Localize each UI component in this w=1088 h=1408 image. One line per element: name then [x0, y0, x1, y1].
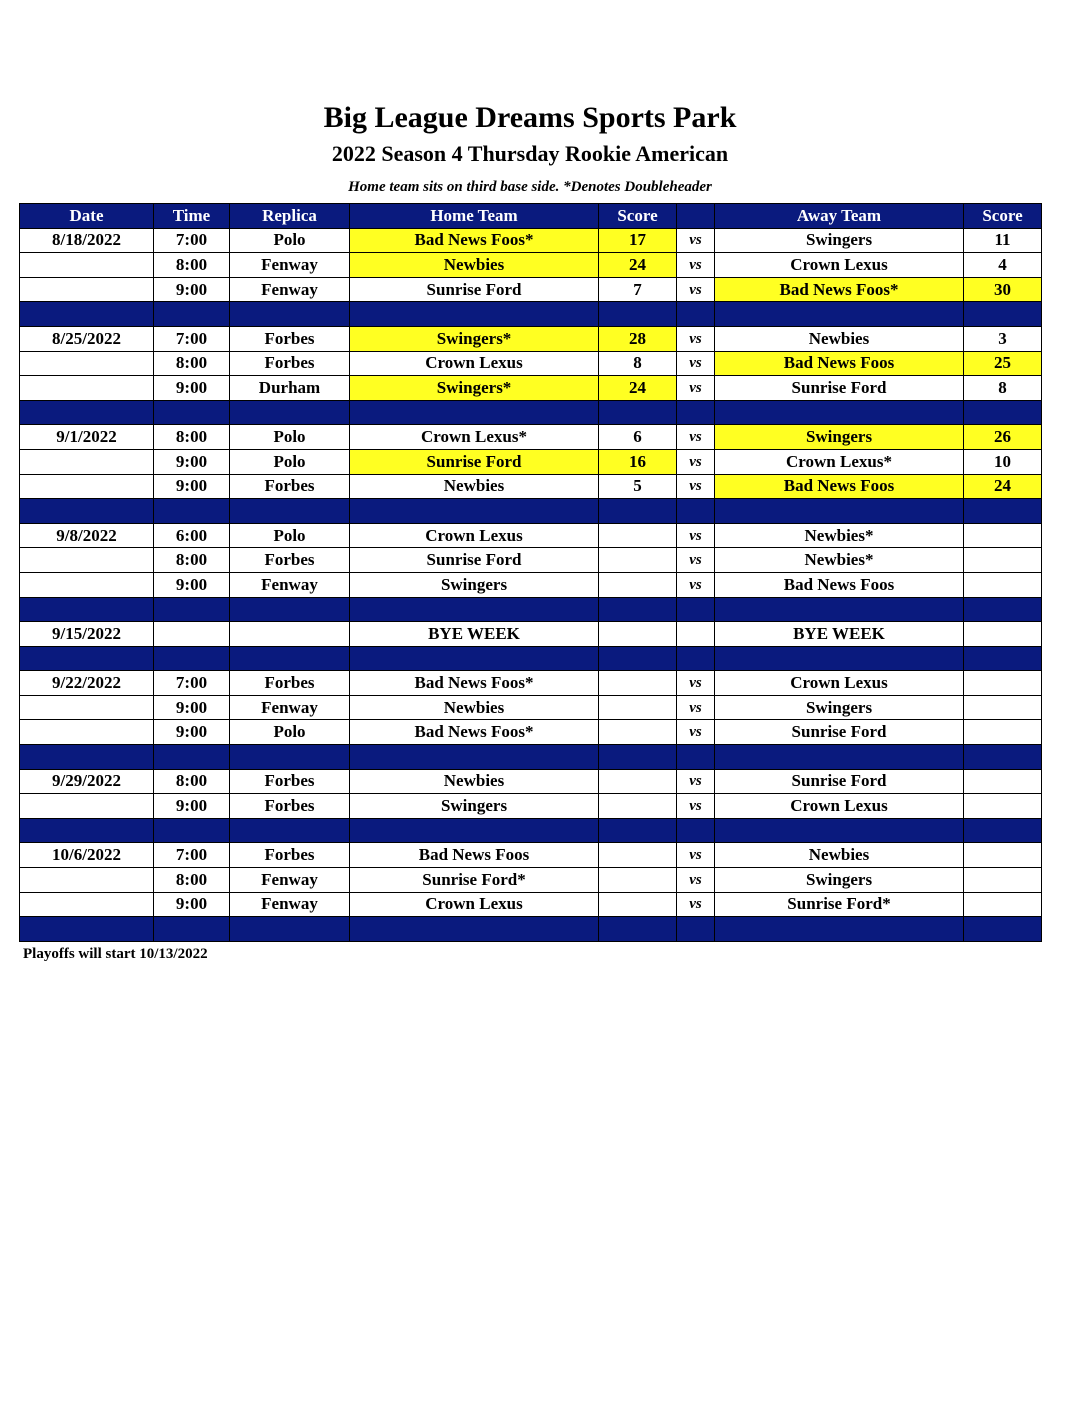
date-cell [20, 892, 154, 917]
game-row [20, 720, 1042, 745]
away-team-cell: Sunrise Ford* [715, 892, 964, 917]
away-team-cell: Sunrise Ford [715, 769, 964, 794]
home-team-cell: Swingers* [350, 376, 599, 401]
separator-cell [677, 745, 715, 770]
game-row [20, 523, 1042, 548]
date-cell: 9/8/2022 [20, 523, 154, 548]
vs-cell: vs [677, 351, 715, 376]
separator-cell [599, 818, 677, 843]
separator-cell [350, 818, 599, 843]
home-team-cell: Sunrise Ford* [350, 868, 599, 893]
separator-cell [599, 400, 677, 425]
home-team-cell: Bad News Foos [350, 843, 599, 868]
home-score-cell [599, 720, 677, 745]
away-team-cell: Sunrise Ford [715, 720, 964, 745]
time-cell: 9:00 [154, 449, 230, 474]
week-separator-row [20, 646, 1042, 671]
home-team-cell: Newbies [350, 769, 599, 794]
away-team-cell: Bad News Foos* [715, 277, 964, 302]
home-score-cell: 28 [599, 326, 677, 351]
home-score-cell: 24 [599, 376, 677, 401]
away-score-cell [964, 695, 1042, 720]
away-score-cell: 26 [964, 425, 1042, 450]
vs-cell: vs [677, 548, 715, 573]
separator-cell [20, 302, 154, 327]
time-cell: 8:00 [154, 351, 230, 376]
time-cell: 9:00 [154, 720, 230, 745]
separator-cell [964, 646, 1042, 671]
date-cell: 8/18/2022 [20, 228, 154, 253]
separator-cell [599, 646, 677, 671]
away-score-cell: 4 [964, 253, 1042, 278]
separator-cell [350, 302, 599, 327]
date-cell [20, 474, 154, 499]
replica-cell: Polo [230, 425, 350, 450]
time-cell: 7:00 [154, 326, 230, 351]
away-team-cell: Crown Lexus [715, 253, 964, 278]
date-cell [20, 351, 154, 376]
home-team-cell: Sunrise Ford [350, 548, 599, 573]
schedule-table [19, 203, 1042, 942]
home-team-cell: BYE WEEK [350, 622, 599, 647]
separator-cell [230, 917, 350, 942]
home-team-cell: Crown Lexus [350, 892, 599, 917]
time-cell: 9:00 [154, 572, 230, 597]
away-team-cell: Swingers [715, 425, 964, 450]
separator-cell [964, 499, 1042, 524]
game-row [20, 277, 1042, 302]
home-score-cell [599, 843, 677, 868]
separator-cell [20, 499, 154, 524]
away-team-cell: BYE WEEK [715, 622, 964, 647]
time-cell: 8:00 [154, 425, 230, 450]
game-row [20, 449, 1042, 474]
separator-cell [350, 499, 599, 524]
replica-cell: Forbes [230, 794, 350, 819]
time-cell: 7:00 [154, 671, 230, 696]
week-separator-row [20, 917, 1042, 942]
away-score-cell: 10 [964, 449, 1042, 474]
date-cell: 9/22/2022 [20, 671, 154, 696]
separator-cell [350, 745, 599, 770]
separator-cell [154, 597, 230, 622]
game-row [20, 769, 1042, 794]
away-score-cell [964, 794, 1042, 819]
vs-cell: vs [677, 474, 715, 499]
time-cell: 9:00 [154, 474, 230, 499]
date-cell: 9/1/2022 [20, 425, 154, 450]
separator-cell [677, 400, 715, 425]
game-row [20, 253, 1042, 278]
date-cell [20, 572, 154, 597]
vs-cell: vs [677, 695, 715, 720]
vs-cell: vs [677, 769, 715, 794]
separator-cell [20, 818, 154, 843]
date-cell [20, 376, 154, 401]
separator-cell [964, 917, 1042, 942]
away-score-cell: 8 [964, 376, 1042, 401]
separator-cell [230, 818, 350, 843]
away-team-cell: Bad News Foos [715, 572, 964, 597]
away-score-cell: 30 [964, 277, 1042, 302]
away-team-cell: Bad News Foos [715, 351, 964, 376]
header-date: Date [20, 204, 154, 229]
away-score-cell: 25 [964, 351, 1042, 376]
separator-cell [230, 302, 350, 327]
home-score-cell [599, 548, 677, 573]
away-score-cell [964, 769, 1042, 794]
separator-cell [20, 917, 154, 942]
week-separator-row [20, 499, 1042, 524]
separator-cell [230, 400, 350, 425]
date-cell [20, 695, 154, 720]
home-team-cell: Crown Lexus* [350, 425, 599, 450]
date-cell [20, 794, 154, 819]
separator-cell [350, 400, 599, 425]
vs-cell [677, 622, 715, 647]
separator-cell [715, 646, 964, 671]
home-team-cell: Crown Lexus [350, 351, 599, 376]
vs-cell: vs [677, 892, 715, 917]
schedule-body [20, 228, 1042, 941]
game-row [20, 548, 1042, 573]
date-cell [20, 548, 154, 573]
header-replica: Replica [230, 204, 350, 229]
home-team-cell: Swingers* [350, 326, 599, 351]
separator-cell [350, 917, 599, 942]
time-cell: 8:00 [154, 253, 230, 278]
home-score-cell [599, 622, 677, 647]
away-score-cell [964, 868, 1042, 893]
game-row [20, 474, 1042, 499]
separator-cell [677, 302, 715, 327]
game-row [20, 228, 1042, 253]
away-team-cell: Crown Lexus [715, 671, 964, 696]
vs-cell: vs [677, 228, 715, 253]
separator-cell [230, 646, 350, 671]
away-score-cell [964, 720, 1042, 745]
home-team-cell: Crown Lexus [350, 523, 599, 548]
home-team-cell: Sunrise Ford [350, 449, 599, 474]
time-cell: 9:00 [154, 892, 230, 917]
header-away-team: Away Team [715, 204, 964, 229]
replica-cell: Fenway [230, 253, 350, 278]
time-cell: 7:00 [154, 228, 230, 253]
replica-cell: Polo [230, 449, 350, 474]
vs-cell: vs [677, 277, 715, 302]
date-cell [20, 449, 154, 474]
date-cell [20, 253, 154, 278]
replica-cell: Polo [230, 523, 350, 548]
vs-cell: vs [677, 720, 715, 745]
date-cell: 9/29/2022 [20, 769, 154, 794]
week-separator-row [20, 745, 1042, 770]
week-separator-row [20, 597, 1042, 622]
separator-cell [715, 917, 964, 942]
header-vs [677, 204, 715, 229]
time-cell: 8:00 [154, 769, 230, 794]
date-cell [20, 720, 154, 745]
separator-cell [715, 597, 964, 622]
separator-cell [715, 499, 964, 524]
game-row [20, 671, 1042, 696]
time-cell: 9:00 [154, 277, 230, 302]
game-row [20, 572, 1042, 597]
home-score-cell [599, 868, 677, 893]
schedule-note: Home team sits on third base side. *Denotes Doubleheader [348, 179, 712, 195]
date-cell: 10/6/2022 [20, 843, 154, 868]
replica-cell: Forbes [230, 351, 350, 376]
separator-cell [154, 400, 230, 425]
game-row [20, 843, 1042, 868]
separator-cell [20, 597, 154, 622]
vs-cell: vs [677, 449, 715, 474]
away-score-cell [964, 892, 1042, 917]
vs-cell: vs [677, 671, 715, 696]
replica-cell: Fenway [230, 277, 350, 302]
separator-cell [599, 302, 677, 327]
game-row [20, 892, 1042, 917]
game-row [20, 794, 1042, 819]
separator-cell [20, 646, 154, 671]
vs-cell: vs [677, 843, 715, 868]
separator-cell [154, 302, 230, 327]
game-row [20, 695, 1042, 720]
home-score-cell [599, 769, 677, 794]
time-cell: 9:00 [154, 695, 230, 720]
vs-cell: vs [677, 868, 715, 893]
replica-cell: Forbes [230, 769, 350, 794]
away-team-cell: Newbies* [715, 523, 964, 548]
header-row [20, 204, 1042, 229]
date-cell: 9/15/2022 [20, 622, 154, 647]
home-score-cell: 5 [599, 474, 677, 499]
replica-cell: Fenway [230, 868, 350, 893]
header-away-score: Score [964, 204, 1042, 229]
header-home-score: Score [599, 204, 677, 229]
replica-cell: Durham [230, 376, 350, 401]
separator-cell [677, 499, 715, 524]
replica-cell: Forbes [230, 671, 350, 696]
replica-cell: Forbes [230, 548, 350, 573]
vs-cell: vs [677, 572, 715, 597]
home-team-cell: Bad News Foos* [350, 720, 599, 745]
home-team-cell: Swingers [350, 794, 599, 819]
away-team-cell: Crown Lexus [715, 794, 964, 819]
away-score-cell [964, 548, 1042, 573]
home-team-cell: Newbies [350, 695, 599, 720]
footer-note: Playoffs will start 10/13/2022 [23, 946, 208, 962]
separator-cell [230, 597, 350, 622]
separator-cell [154, 818, 230, 843]
home-score-cell [599, 892, 677, 917]
home-score-cell [599, 523, 677, 548]
away-team-cell: Newbies* [715, 548, 964, 573]
home-score-cell [599, 572, 677, 597]
game-row [20, 868, 1042, 893]
time-cell: 9:00 [154, 376, 230, 401]
separator-cell [230, 745, 350, 770]
vs-cell: vs [677, 523, 715, 548]
away-team-cell: Swingers [715, 228, 964, 253]
home-score-cell: 16 [599, 449, 677, 474]
home-team-cell: Newbies [350, 474, 599, 499]
replica-cell: Forbes [230, 326, 350, 351]
home-team-cell: Sunrise Ford [350, 277, 599, 302]
separator-cell [677, 646, 715, 671]
date-cell [20, 868, 154, 893]
separator-cell [599, 745, 677, 770]
date-cell: 8/25/2022 [20, 326, 154, 351]
separator-cell [715, 818, 964, 843]
away-score-cell: 3 [964, 326, 1042, 351]
home-score-cell [599, 695, 677, 720]
separator-cell [715, 400, 964, 425]
home-team-cell: Newbies [350, 253, 599, 278]
away-score-cell [964, 671, 1042, 696]
separator-cell [677, 917, 715, 942]
away-score-cell [964, 523, 1042, 548]
away-team-cell: Crown Lexus* [715, 449, 964, 474]
away-team-cell: Newbies [715, 843, 964, 868]
away-team-cell: Swingers [715, 695, 964, 720]
replica-cell: Fenway [230, 572, 350, 597]
home-score-cell: 8 [599, 351, 677, 376]
separator-cell [20, 400, 154, 425]
replica-cell: Forbes [230, 843, 350, 868]
home-score-cell [599, 794, 677, 819]
home-team-cell: Bad News Foos* [350, 671, 599, 696]
game-row [20, 376, 1042, 401]
replica-cell: Forbes [230, 474, 350, 499]
time-cell: 9:00 [154, 794, 230, 819]
home-score-cell: 7 [599, 277, 677, 302]
separator-cell [154, 499, 230, 524]
replica-cell [230, 622, 350, 647]
separator-cell [964, 745, 1042, 770]
separator-cell [154, 917, 230, 942]
vs-cell: vs [677, 376, 715, 401]
game-row [20, 425, 1042, 450]
page-subtitle: 2022 Season 4 Thursday Rookie American [331, 141, 729, 166]
header-home-team: Home Team [350, 204, 599, 229]
home-score-cell [599, 671, 677, 696]
separator-cell [20, 745, 154, 770]
replica-cell: Polo [230, 228, 350, 253]
away-score-cell: 24 [964, 474, 1042, 499]
separator-cell [964, 400, 1042, 425]
away-score-cell [964, 572, 1042, 597]
home-team-cell: Bad News Foos* [350, 228, 599, 253]
time-cell [154, 622, 230, 647]
away-team-cell: Newbies [715, 326, 964, 351]
separator-cell [154, 646, 230, 671]
page-title: Big League Dreams Sports Park [323, 101, 737, 134]
home-score-cell: 24 [599, 253, 677, 278]
separator-cell [350, 646, 599, 671]
game-row [20, 326, 1042, 351]
game-row [20, 351, 1042, 376]
separator-cell [599, 499, 677, 524]
time-cell: 6:00 [154, 523, 230, 548]
vs-cell: vs [677, 326, 715, 351]
week-separator-row [20, 302, 1042, 327]
separator-cell [964, 302, 1042, 327]
separator-cell [964, 597, 1042, 622]
away-team-cell: Sunrise Ford [715, 376, 964, 401]
home-score-cell: 6 [599, 425, 677, 450]
date-cell [20, 277, 154, 302]
separator-cell [599, 597, 677, 622]
week-separator-row [20, 400, 1042, 425]
vs-cell: vs [677, 794, 715, 819]
separator-cell [677, 597, 715, 622]
separator-cell [677, 818, 715, 843]
separator-cell [715, 745, 964, 770]
away-team-cell: Bad News Foos [715, 474, 964, 499]
time-cell: 8:00 [154, 548, 230, 573]
separator-cell [230, 499, 350, 524]
away-score-cell [964, 622, 1042, 647]
home-team-cell: Swingers [350, 572, 599, 597]
week-separator-row [20, 818, 1042, 843]
vs-cell: vs [677, 425, 715, 450]
replica-cell: Polo [230, 720, 350, 745]
home-score-cell: 17 [599, 228, 677, 253]
vs-cell: vs [677, 253, 715, 278]
replica-cell: Fenway [230, 892, 350, 917]
separator-cell [154, 745, 230, 770]
time-cell: 8:00 [154, 868, 230, 893]
replica-cell: Fenway [230, 695, 350, 720]
separator-cell [964, 818, 1042, 843]
away-score-cell [964, 843, 1042, 868]
away-team-cell: Swingers [715, 868, 964, 893]
game-row [20, 622, 1042, 647]
separator-cell [350, 597, 599, 622]
away-score-cell: 11 [964, 228, 1042, 253]
separator-cell [599, 917, 677, 942]
header-time: Time [154, 204, 230, 229]
separator-cell [715, 302, 964, 327]
time-cell: 7:00 [154, 843, 230, 868]
